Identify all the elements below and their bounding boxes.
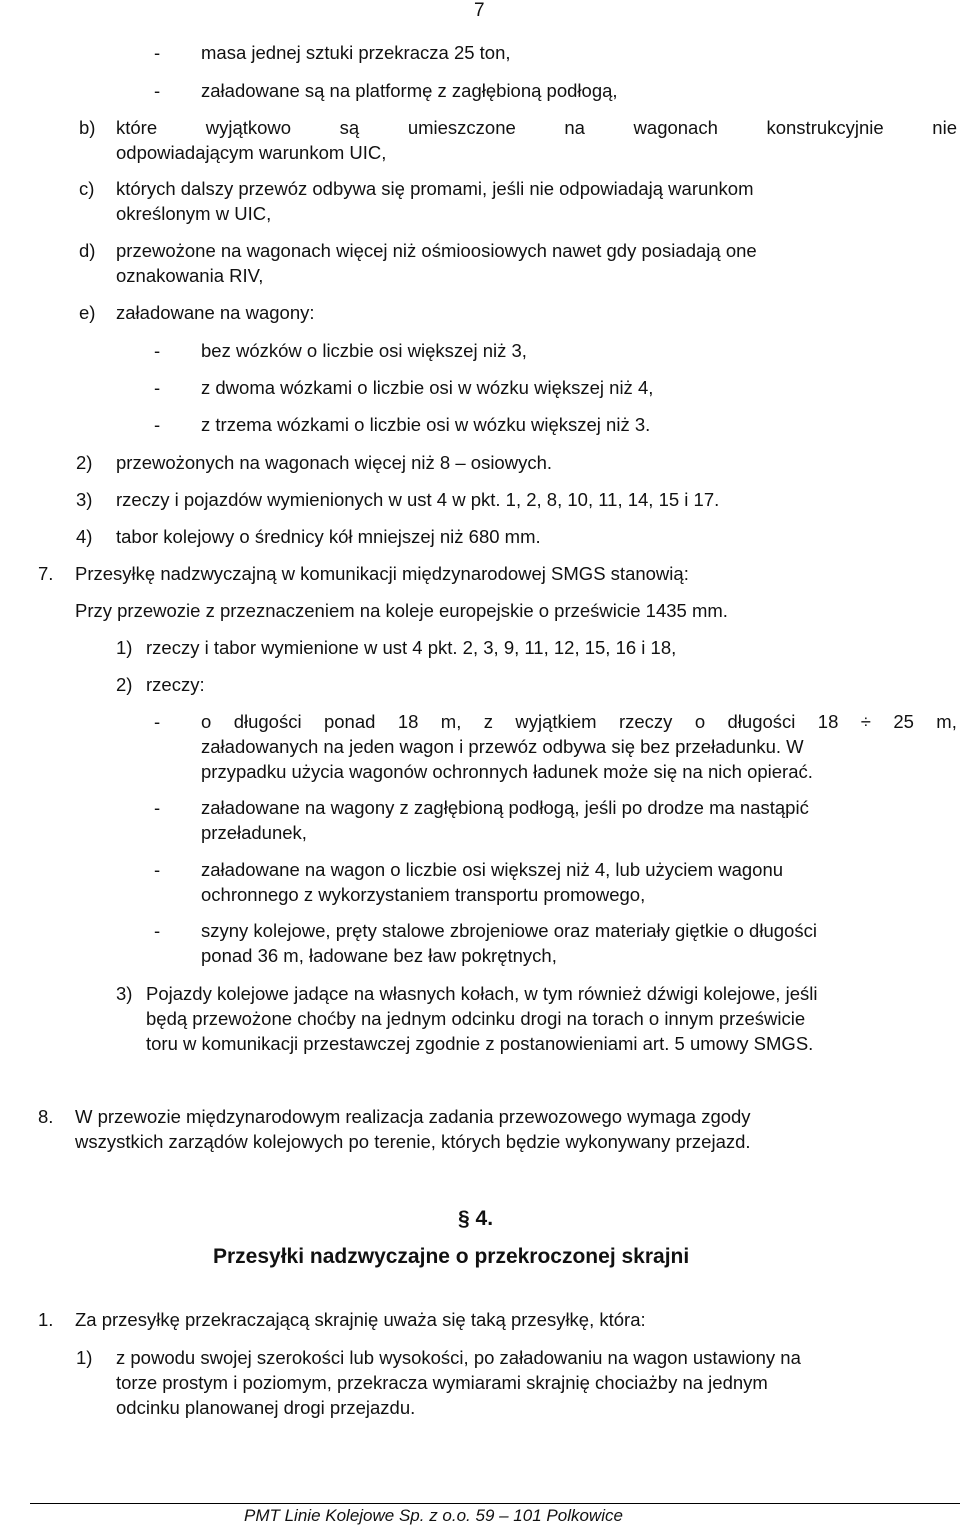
word: nie [932, 117, 957, 138]
section-number: 1. [38, 1309, 54, 1330]
list-item-text: załadowane na wagony z zagłębioną podłogą, jeśli po drodze ma nastąpić [201, 797, 809, 818]
list-item-text: tabor kolejowy o średnicy kół mniejszej niż 680 mm. [116, 526, 541, 547]
list-item-text: torze prostym i poziomym, przekracza wymiarami skrajnię chociażby na jednym [116, 1372, 768, 1393]
list-item-text: załadowanych na jeden wagon i przewóz odbywa się bez przeładunku. W [201, 736, 804, 757]
word: wagonach [633, 117, 718, 138]
list-item-text: Pojazdy kolejowe jadące na własnych kołach, w tym również dźwigi kolejowe, jeśli [146, 983, 818, 1004]
list-item-text: odcinku planowanej drogi przejazdu. [116, 1397, 416, 1418]
list-item-text: szyny kolejowe, pręty stalowe zbrojeniowe oraz materiały giętkie o długości [201, 920, 817, 941]
paragraph-text: Za przesyłkę przekraczającą skrajnię uważa się taką przesyłkę, która: [75, 1309, 646, 1330]
word: są [339, 117, 360, 138]
word: m, [440, 711, 462, 732]
word: długości [727, 711, 796, 732]
word: ponad [323, 711, 376, 732]
list-item-text: ponad 36 m, ładowane bez ław pokrętnych, [201, 945, 557, 966]
word: które [116, 117, 158, 138]
list-item-text: masa jednej sztuki przekracza 25 ton, [201, 42, 511, 63]
list-item-text: ochronnego z wykorzystaniem transportu promowego, [201, 884, 646, 905]
list-marker: e) [79, 302, 96, 323]
word: m, [936, 711, 957, 732]
list-item-text: odpowiadającym warunkom UIC, [116, 142, 387, 163]
justified-line [201, 711, 957, 733]
bullet-marker: - [154, 711, 161, 732]
list-marker: b) [79, 117, 96, 138]
bullet-marker: - [154, 42, 161, 63]
list-item-text: określonym w UIC, [116, 203, 272, 224]
list-item-text: z trzema wózkami o liczbie osi w wózku większej niż 3. [201, 414, 651, 435]
list-item-text: przewożone na wagonach więcej niż ośmioosiowych nawet gdy posiadają one [116, 240, 757, 261]
list-item-text: których dalszy przewóz odbywa się promami, jeśli nie odpowiadają warunkom [116, 178, 754, 199]
list-item-text: oznakowania RIV, [116, 265, 264, 286]
word: o [694, 711, 706, 732]
list-marker: 1) [76, 1347, 93, 1368]
list-item-text: z dwoma wózkami o liczbie osi w wózku większej niż 4, [201, 377, 654, 398]
list-marker: c) [79, 178, 95, 199]
list-marker: 2) [116, 674, 133, 695]
list-item-text: toru w komunikacji przestawczej zgodnie z postanowieniami art. 5 umowy SMGS. [146, 1033, 814, 1054]
list-marker: 4) [76, 526, 93, 547]
paragraph-text: wszystkich zarządów kolejowych po terenie, których będzie wykonywany przejazd. [75, 1131, 751, 1152]
list-item-text: załadowane są na platformę z zagłębioną podłogą, [201, 80, 618, 101]
list-item-text: przypadku użycia wagonów ochronnych ładunek może się na nich opierać. [201, 761, 813, 782]
section-heading-title: Przesyłki nadzwyczajne o przekroczonej skrajni [213, 1245, 690, 1268]
word: rzeczy [618, 711, 673, 732]
paragraph-text: Przesyłkę nadzwyczajną w komunikacji międzynarodowej SMGS stanowią: [75, 563, 689, 584]
word: o [201, 711, 212, 732]
bullet-marker: - [154, 414, 161, 435]
list-item-text: rzeczy: [146, 674, 205, 695]
word: 18 [817, 711, 839, 732]
section-heading-number: § 4. [458, 1207, 494, 1230]
page-footer: PMT Linie Kolejowe Sp. z o.o. 59 – 101 Polkowice [244, 1506, 623, 1525]
word: wyjątkowo [205, 117, 292, 138]
list-item-text: przewożonych na wagonach więcej niż 8 – osiowych. [116, 452, 553, 473]
word: ÷ [860, 711, 871, 732]
section-number: 8. [38, 1106, 54, 1127]
paragraph-text: W przewozie międzynarodowym realizacja zadania przewozowego wymaga zgody [75, 1106, 751, 1127]
list-item-text: z powodu swojej szerokości lub wysokości, po załadowaniu na wagon ustawiony na [116, 1347, 801, 1368]
list-item-text: przeładunek, [201, 822, 307, 843]
list-marker: 3) [116, 983, 133, 1004]
list-item-text: załadowane na wagony: [116, 302, 315, 323]
bullet-marker: - [154, 920, 161, 941]
list-item-text: będą przewożone choćby na jednym odcinku drogi na torach o innym prześwicie [146, 1008, 806, 1029]
word: długości [233, 711, 302, 732]
list-item-text: bez wózków o liczbie osi większej niż 3, [201, 340, 527, 361]
list-item-text: rzeczy i pojazdów wymienionych w ust 4 w pkt. 1, 2, 8, 10, 11, 14, 15 i 17. [116, 489, 720, 510]
word: 25 [893, 711, 914, 732]
bullet-marker: - [154, 340, 161, 361]
word: 18 [397, 711, 419, 732]
word: na [564, 117, 585, 138]
justified-line [116, 117, 957, 139]
word: wyjątkiem [515, 711, 597, 732]
bullet-marker: - [154, 377, 161, 398]
list-marker: 1) [116, 637, 133, 658]
list-marker: d) [79, 240, 96, 261]
paragraph-text: Przy przewozie z przeznaczeniem na koleje europejskie o prześwicie 1435 mm. [75, 600, 728, 621]
list-item-text: załadowane na wagon o liczbie osi większej niż 4, lub użyciem wagonu [201, 859, 784, 880]
list-item-text: rzeczy i tabor wymienione w ust 4 pkt. 2, 3, 9, 11, 12, 15, 16 i 18, [146, 637, 677, 658]
footer-divider [30, 1503, 960, 1504]
bullet-marker: - [154, 797, 161, 818]
section-number: 7. [38, 563, 54, 584]
page-number: 7 [474, 0, 485, 21]
list-marker: 3) [76, 489, 93, 510]
word: umieszczone [407, 117, 516, 138]
word: konstrukcyjnie [766, 117, 884, 138]
list-marker: 2) [76, 452, 93, 473]
word: z [483, 711, 493, 732]
bullet-marker: - [154, 80, 161, 101]
bullet-marker: - [154, 859, 161, 880]
